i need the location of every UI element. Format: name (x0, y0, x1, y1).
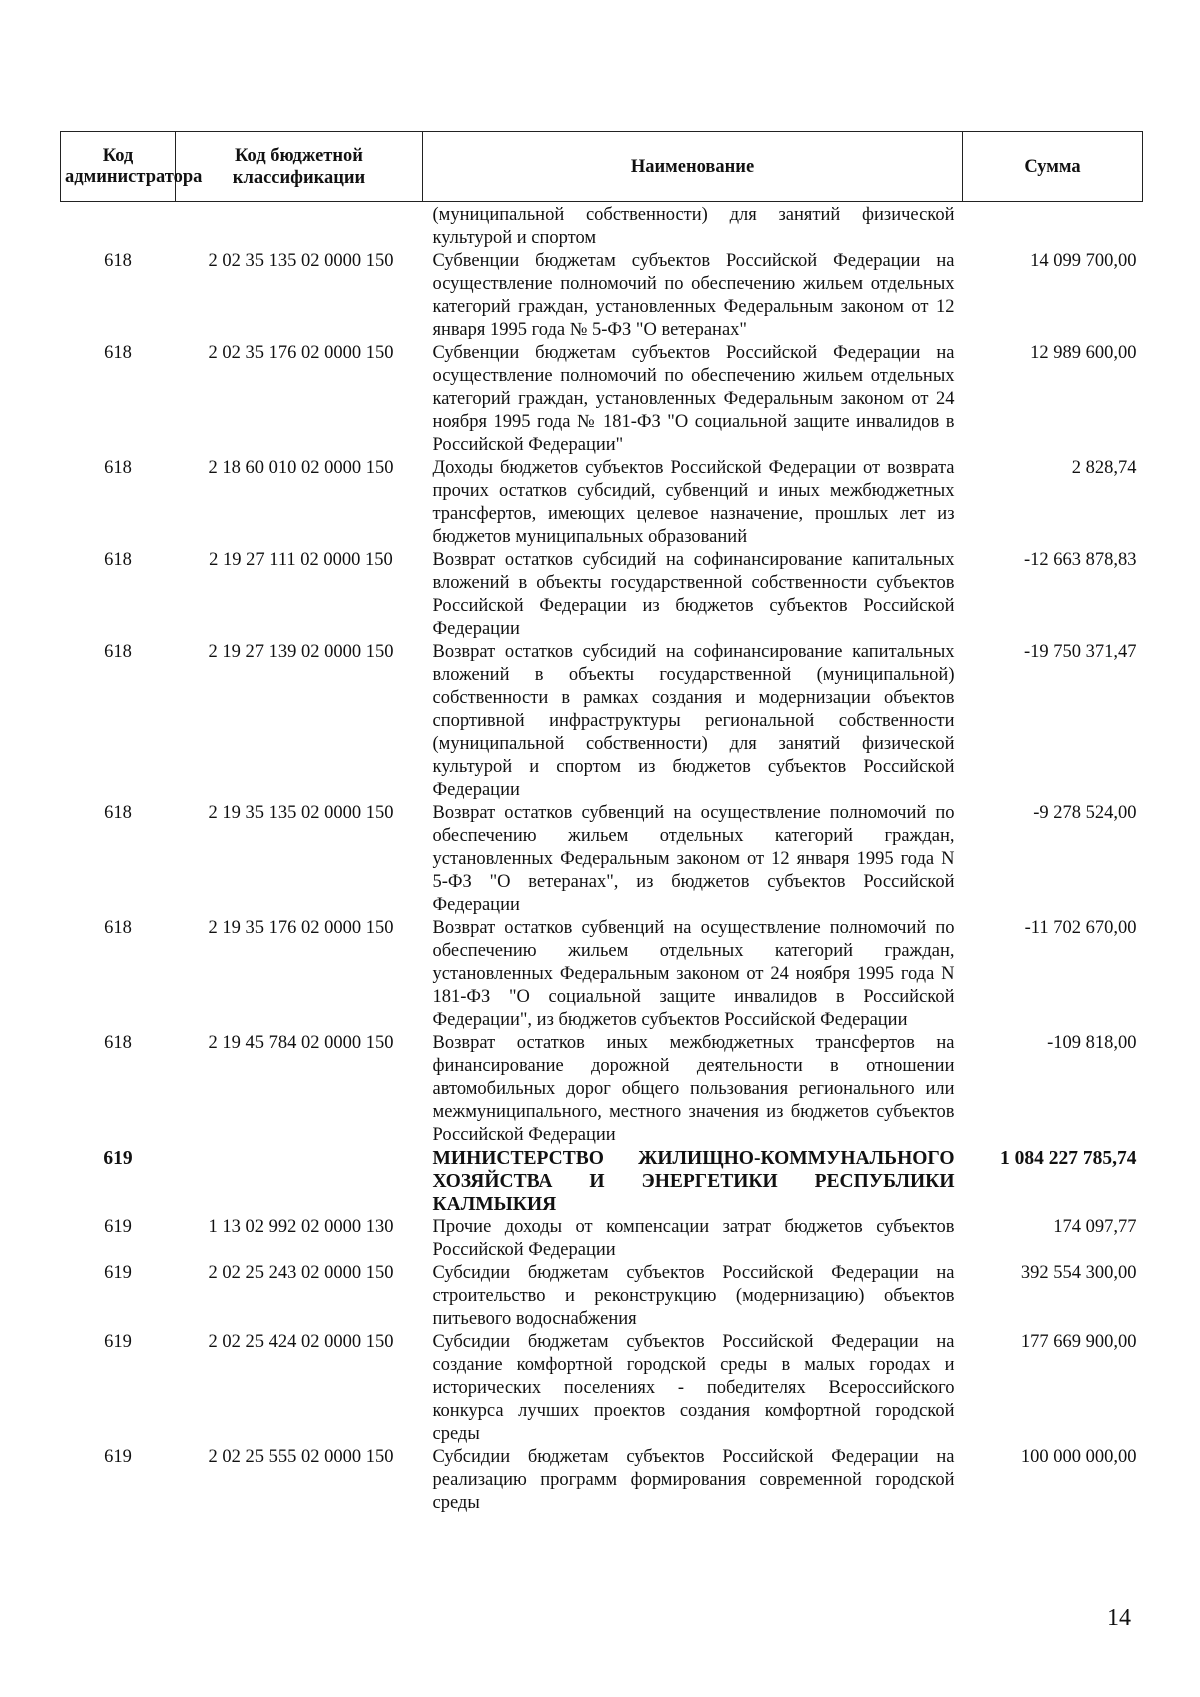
admin-code-cell: 618 (104, 343, 132, 363)
admin-code-cell: 619 (104, 1217, 132, 1237)
table-body (61, 202, 1143, 1516)
sum-cell: -19 750 371,47 (1023, 642, 1137, 662)
name-cell: Доходы бюджетов субъектов Российской Федерации от возврата прочих остатков субсидий, субвенций и иных межбюджетных трансфертов, имеющих целевое назначение, прошлых лет из бюджетов муниципальных образований (432, 458, 955, 547)
table-row (61, 342, 1143, 457)
name-cell: Субсидии бюджетам субъектов Российской Федерации на строительство и реконструкцию (модернизацию) объектов питьевого водоснабжения (432, 1263, 955, 1329)
budget-code-cell: 2 02 25 243 02 0000 150 (208, 1263, 394, 1283)
budget-code-cell: 2 19 35 135 02 0000 150 (208, 803, 394, 823)
document-page (60, 131, 1142, 1515)
sum-cell: 100 000 000,00 (1020, 1447, 1137, 1467)
budget-code-cell: 1 13 02 992 02 0000 130 (208, 1217, 394, 1237)
continuation-row (61, 202, 1143, 251)
table-row (61, 1331, 1143, 1446)
continuation-text: (муниципальной собственности) для занятий физической культурой и спортом (432, 205, 955, 248)
sum-cell: 177 669 900,00 (1020, 1332, 1137, 1352)
name-cell: Субвенции бюджетам субъектов Российской Федерации на осуществление полномочий по обеспечению жильем отдельных категорий граждан, установленных Федеральным законом от 24 ноября 1995 года № 181-ФЗ "О социальной защите инвалидов в Российской Федерации" (432, 343, 955, 455)
sum-cell: -12 663 878,83 (1023, 550, 1137, 570)
header-name: Наименование (423, 132, 963, 202)
admin-code-cell: 618 (104, 918, 132, 938)
table-row (61, 1147, 1143, 1216)
budget-code-cell: 2 02 25 424 02 0000 150 (208, 1332, 394, 1352)
admin-code-cell: 618 (104, 642, 132, 662)
budget-code-cell: 2 19 35 176 02 0000 150 (208, 918, 394, 938)
admin-code-cell: 618 (104, 458, 132, 478)
sum-cell: 1 084 227 785,74 (1000, 1148, 1137, 1169)
budget-code-cell: 2 02 35 135 02 0000 150 (208, 251, 394, 271)
table-header (61, 132, 1143, 202)
header-budget-code: Код бюджетной классификации (176, 132, 423, 202)
admin-code-cell: 618 (104, 803, 132, 823)
budget-code-cell: 2 18 60 010 02 0000 150 (208, 458, 394, 478)
name-cell: Прочие доходы от компенсации затрат бюджетов субъектов Российской Федерации (432, 1217, 955, 1260)
table-row (61, 917, 1143, 1032)
budget-code-cell: 2 19 27 111 02 0000 150 (209, 550, 393, 570)
name-cell: Возврат остатков субвенций на осуществление полномочий по обеспечению жильем отдельных категорий граждан, установленных Федеральным законом от 24 ноября 1995 года N 181-ФЗ "О социальной защите инвалидов в Российской Федерации", из бюджетов субъектов Российской Федерации (432, 918, 955, 1030)
sum-cell: -109 818,00 (1047, 1033, 1137, 1053)
name-cell: Субсидии бюджетам субъектов Российской Федерации на реализацию программ формирования современной городской среды (432, 1447, 955, 1513)
sum-cell: 174 097,77 (1053, 1217, 1137, 1237)
admin-code-cell: 619 (104, 1263, 132, 1283)
budget-code-cell (176, 1147, 423, 1216)
name-cell: МИНИСТЕРСТВО ЖИЛИЩНО-КОММУНАЛЬНОГО ХОЗЯЙСТВА И ЭНЕРГЕТИКИ РЕСПУБЛИКИ КАЛМЫКИЯ (432, 1148, 955, 1215)
table-row (61, 1262, 1143, 1331)
name-cell: Возврат остатков субвенций на осуществление полномочий по обеспечению жильем отдельных категорий граждан, установленных Федеральным законом от 12 января 1995 года N 5-ФЗ "О ветеранах", из бюджетов субъектов Российской Федерации (432, 803, 955, 915)
admin-code-cell: 618 (104, 251, 132, 271)
sum-cell: 2 828,74 (1071, 458, 1137, 478)
budget-code-cell: 2 19 45 784 02 0000 150 (208, 1033, 394, 1053)
admin-code-cell: 619 (104, 1447, 132, 1467)
admin-code-cell: 618 (104, 1033, 132, 1053)
name-cell: Возврат остатков иных межбюджетных трансфертов на финансирование дорожной деятельности в отношении автомобильных дорог общего пользования регионального или межмуниципального, местного значения из бюджетов субъектов Российской Федерации (432, 1033, 955, 1145)
name-cell: Возврат остатков субсидий на софинансирование капитальных вложений в объекты государственной собственности субъектов Российской Федерации из бюджетов субъектов Российской Федерации (432, 550, 955, 639)
table-row (61, 250, 1143, 342)
header-sum: Сумма (963, 132, 1143, 202)
sum-cell: -9 278 524,00 (1033, 803, 1137, 823)
sum-cell: 14 099 700,00 (1030, 251, 1137, 271)
name-cell: Субвенции бюджетам субъектов Российской Федерации на осуществление полномочий по обеспечению жильем отдельных категорий граждан, установленных Федеральным законом от 12 января 1995 года № 5-ФЗ "О ветеранах" (432, 251, 955, 340)
budget-code-cell: 2 02 35 176 02 0000 150 (208, 343, 394, 363)
table-row (61, 1216, 1143, 1262)
table-row (61, 641, 1143, 802)
sum-cell: 392 554 300,00 (1020, 1263, 1137, 1283)
name-cell: Субсидии бюджетам субъектов Российской Федерации на создание комфортной городской среды в малых городах и исторических поселениях - победителях Всероссийского конкурса лучших проектов создания комфортной городской среды (432, 1332, 955, 1444)
budget-revenue-table (60, 131, 1143, 1515)
header-admin-code: Код администратора (61, 132, 176, 202)
admin-code-cell: 618 (104, 550, 132, 570)
table-row (61, 1032, 1143, 1147)
name-cell: Возврат остатков субсидий на софинансирование капитальных вложений в объекты государственной (муниципальной) собственности в рамках создания и модернизации объектов спортивной инфраструктуры региональной собственности (муниципальной собственности) для занятий физической культурой и спортом из бюджетов субъектов Российской Федерации (432, 642, 955, 800)
table-row (61, 549, 1143, 641)
admin-code-cell: 619 (103, 1148, 133, 1169)
admin-code-cell: 619 (104, 1332, 132, 1352)
sum-cell: -11 702 670,00 (1024, 918, 1137, 938)
page-number: 14 (1107, 1605, 1131, 1631)
table-row (61, 802, 1143, 917)
table-row (61, 457, 1143, 549)
budget-code-cell: 2 02 25 555 02 0000 150 (208, 1447, 394, 1467)
sum-cell: 12 989 600,00 (1030, 343, 1137, 363)
budget-code-cell: 2 19 27 139 02 0000 150 (208, 642, 394, 662)
table-row (61, 1446, 1143, 1515)
